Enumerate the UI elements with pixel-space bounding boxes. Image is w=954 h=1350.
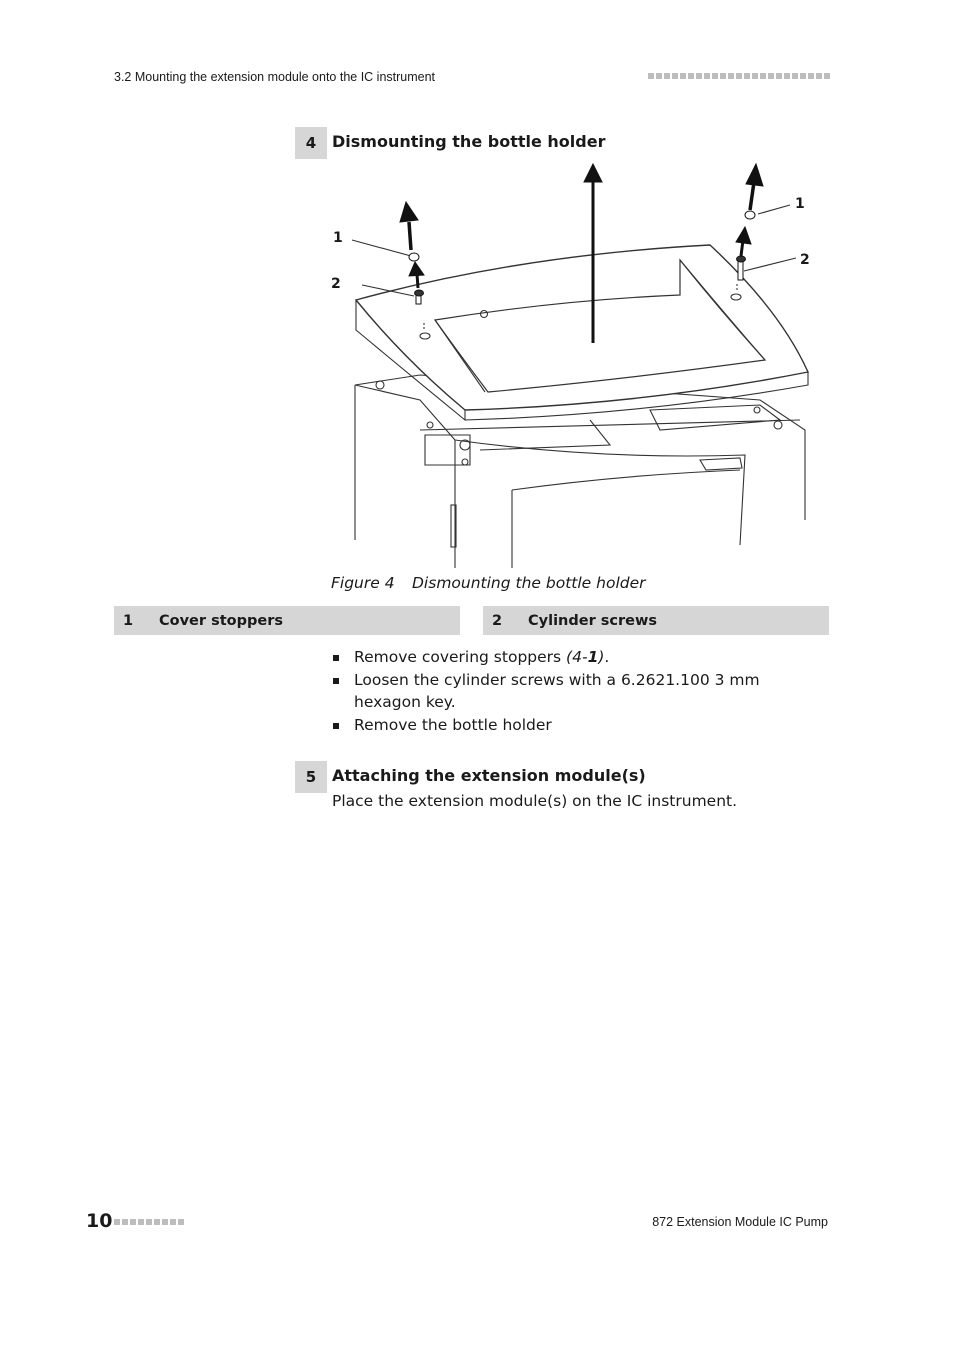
step-5-number-box: 5 <box>295 761 327 793</box>
callout-1-left: 1 <box>333 230 343 246</box>
callout-1-right: 1 <box>795 196 805 212</box>
list-item: Remove covering stoppers (4-1). <box>332 646 812 669</box>
step-5-body: Place the extension module(s) on the IC instrument. <box>332 792 738 810</box>
legend-number: 2 <box>492 612 503 629</box>
list-item: Loosen the cylinder screws with a 6.2621.100 3 mm hexagon key. <box>332 669 812 714</box>
instruction-list <box>332 646 812 736</box>
callout-2-right: 2 <box>800 252 810 268</box>
figure-caption-text: Dismounting the bottle holder <box>412 574 646 592</box>
figure-caption <box>331 574 646 592</box>
legend-label: Cover stoppers <box>159 612 283 629</box>
list-item: Remove the bottle holder <box>332 714 812 737</box>
instrument-body <box>355 385 745 568</box>
legend-item-cylinder-screws <box>483 606 829 635</box>
step-4-number-box: 4 <box>295 127 327 159</box>
footer-product-name: 872 Extension Module IC Pump <box>652 1215 828 1229</box>
page-number: 10 <box>86 1210 113 1232</box>
step-5-title: Attaching the extension module(s) <box>332 766 646 785</box>
callout-2-left: 2 <box>331 276 341 292</box>
legend-label: Cylinder screws <box>528 612 658 629</box>
running-header-title: 3.2 Mounting the extension module onto the IC instrument <box>114 70 436 84</box>
bottle-holder-figure <box>330 155 820 570</box>
figure-caption-label: Figure 4 <box>331 574 395 592</box>
header-decoration-squares <box>648 73 830 79</box>
footer-decoration-squares <box>114 1219 184 1225</box>
step-4-title: Dismounting the bottle holder <box>332 132 606 151</box>
legend-number: 1 <box>123 612 134 629</box>
legend-item-cover-stoppers <box>114 606 460 635</box>
